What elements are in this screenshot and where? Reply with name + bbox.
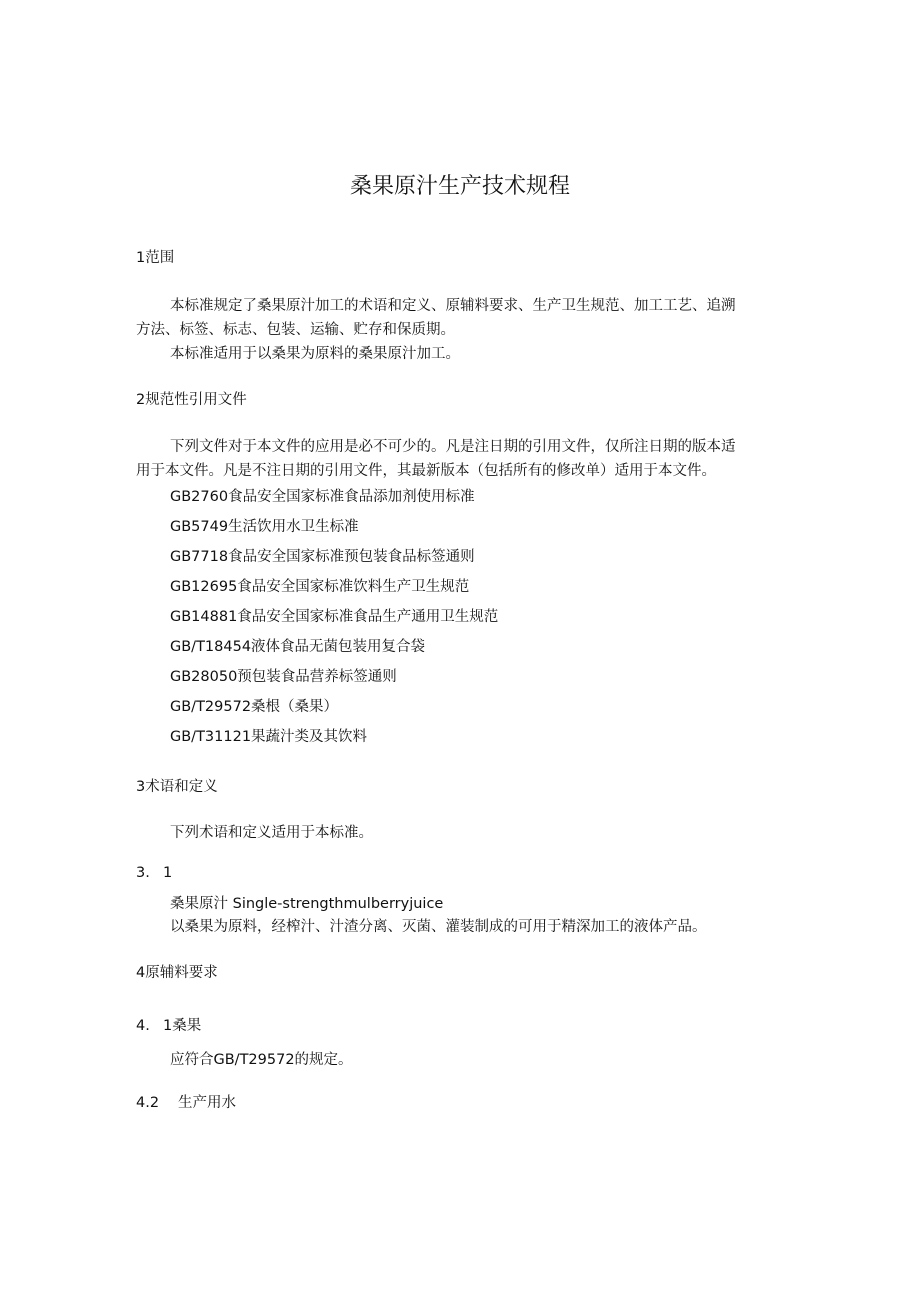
section-3-1-number: 3. <box>136 865 150 881</box>
section-4-heading: 4原辅料要求 <box>136 965 218 981</box>
reference-item: GB/T31121果蔬汁类及其饮料 <box>170 729 368 745</box>
reference-item: GB/T18454液体食品无菌包装用复合袋 <box>170 639 426 655</box>
reference-item: GB28050预包装食品营养标签通则 <box>170 669 397 685</box>
reference-item: GB14881食品安全国家标准食品生产通用卫生规范 <box>170 609 499 625</box>
section-4-1-text: 应符合GB/T29572的规定。 <box>170 1052 353 1068</box>
section-1-paragraph-1-line-1: 本标准规定了桑果原汁加工的术语和定义、原辅料要求、生产卫生规范、加工工艺、追溯 <box>170 298 736 314</box>
section-2-intro-line-1: 下列文件对于本文件的应用是必不可少的。凡是注日期的引用文件，仅所注日期的版本适 <box>170 439 736 455</box>
term-definition: 以桑果为原料，经榨汁、汁渣分离、灭菌、灌装制成的可用于精深加工的液体产品。 <box>170 919 707 935</box>
section-3-heading: 3术语和定义 <box>136 779 218 795</box>
section-2-heading: 2规范性引用文件 <box>136 392 247 408</box>
section-4-1-number: 4. <box>136 1018 150 1034</box>
section-4-1-title: 1桑果 <box>163 1018 202 1034</box>
section-3-1-number-suffix: 1 <box>163 865 173 881</box>
section-3-intro: 下列术语和定义适用于本标准。 <box>170 825 373 841</box>
reference-item: GB12695食品安全国家标准饮料生产卫生规范 <box>170 579 470 595</box>
document-title: 桑果原汁生产技术规程 <box>349 174 570 199</box>
section-4-2-title: 生产用水 <box>178 1095 236 1111</box>
reference-item: GB/T29572桑根（桑果） <box>170 699 339 715</box>
term-name: 桑果原汁 Single-strengthmulberryjuice <box>170 896 444 912</box>
section-1-paragraph-1-line-2: 方法、标签、标志、包装、运输、贮存和保质期。 <box>136 322 455 338</box>
section-1-heading: 1范围 <box>136 250 175 266</box>
section-1-paragraph-2: 本标准适用于以桑果为原料的桑果原汁加工。 <box>170 346 460 362</box>
reference-item: GB2760食品安全国家标准食品添加剂使用标准 <box>170 489 475 505</box>
reference-item: GB7718食品安全国家标准预包装食品标签通则 <box>170 549 475 565</box>
section-4-2-number: 4.2 <box>136 1095 160 1111</box>
reference-item: GB5749生活饮用水卫生标准 <box>170 519 359 535</box>
section-2-intro-line-2: 用于本文件。凡是不注日期的引用文件，其最新版本（包括所有的修改单）适用于本文件。 <box>136 463 716 479</box>
